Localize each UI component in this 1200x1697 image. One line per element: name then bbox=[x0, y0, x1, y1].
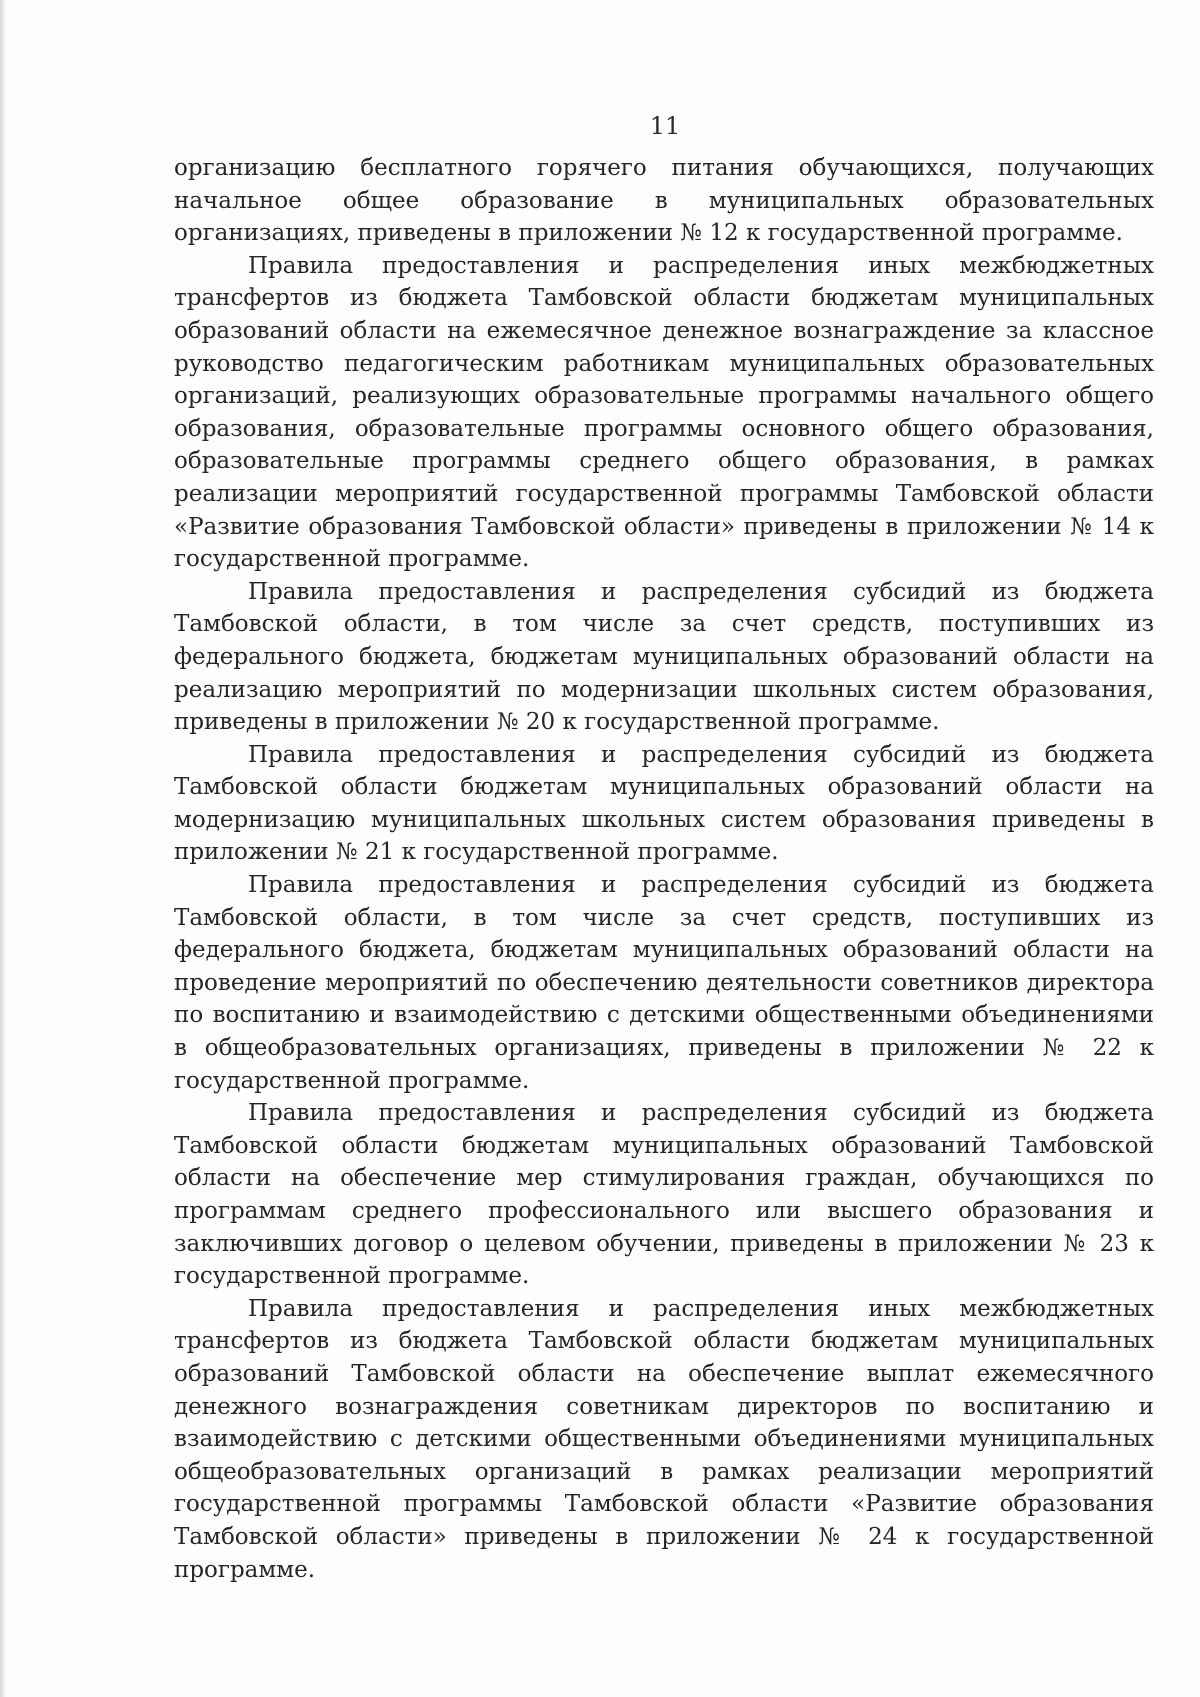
paragraph-appendix-22: Правила предоставления и распределения субсидий из бюджета Тамбовской области, в том числе за счет средств, поступивших из федерального бюджета, бюджетам муниципальных образований области на проведение мероприятий по обеспечению деятельности советников директора по воспитанию и взаимодействию с детскими общественными объединениями в общеобразовательных организациях, приведены в приложении № 22 к государственной программе. bbox=[174, 872, 1154, 1094]
paragraph-appendix-14: Правила предоставления и распределения иных межбюджетных трансфертов из бюджета Тамбовской области бюджетам муниципальных образований области на ежемесячное денежное вознаграждение за классное руководство педагогическим работникам муниципальных образовательных организаций, реализующих образовательные программы начального общего образования, образовательные программы основного общего образования, образовательные программы среднего общего образования, в рамках реализации мероприятий государственной программы Тамбовской области «Развитие образования Тамбовской области» приведены в приложении № 14 к государственной программе. bbox=[174, 252, 1154, 573]
scan-edge-shadow bbox=[0, 0, 7, 1697]
paragraph-appendix-24: Правила предоставления и распределения иных межбюджетных трансфертов из бюджета Тамбовской области бюджетам муниципальных образований Тамбовской области на обеспечение выплат ежемесячного денежного вознаграждения советникам директоров по воспитанию и взаимодействию с детскими общественными объединениями муниципальных общеобразовательных организаций в рамках реализации мероприятий государственной программы Тамбовской области «Развитие образования Тамбовской области» приведены в приложении № 24 к государственной программе. bbox=[174, 1295, 1154, 1583]
page-number: 11 bbox=[649, 112, 681, 140]
paragraph-continuation: организацию бесплатного горячего питания обучающихся, получающих начальное общее образование в муниципальных образовательных организациях, приведены в приложении № 12 к государственной программе. bbox=[174, 155, 1154, 247]
paragraph-appendix-23: Правила предоставления и распределения субсидий из бюджета Тамбовской области бюджетам муниципальных образований Тамбовской области на обеспечение мер стимулирования граждан, обучающихся по программам среднего профессионального или высшего образования и заключивших договор о целевом обучении, приведены в приложении № 23 к государственной программе. bbox=[174, 1100, 1154, 1290]
paragraph-appendix-21: Правила предоставления и распределения субсидий из бюджета Тамбовской области бюджетам муниципальных образований области на модернизацию муниципальных школьных систем образования приведены в приложении № 21 к государственной программе. bbox=[174, 741, 1154, 866]
paragraph-appendix-20: Правила предоставления и распределения субсидий из бюджета Тамбовской области, в том числе за счет средств, поступивших из федерального бюджета, бюджетам муниципальных образований области на реализацию мероприятий по модернизации школьных систем образования, приведены в приложении № 20 к государственной программе. bbox=[174, 578, 1154, 736]
document-body bbox=[174, 152, 1154, 1586]
